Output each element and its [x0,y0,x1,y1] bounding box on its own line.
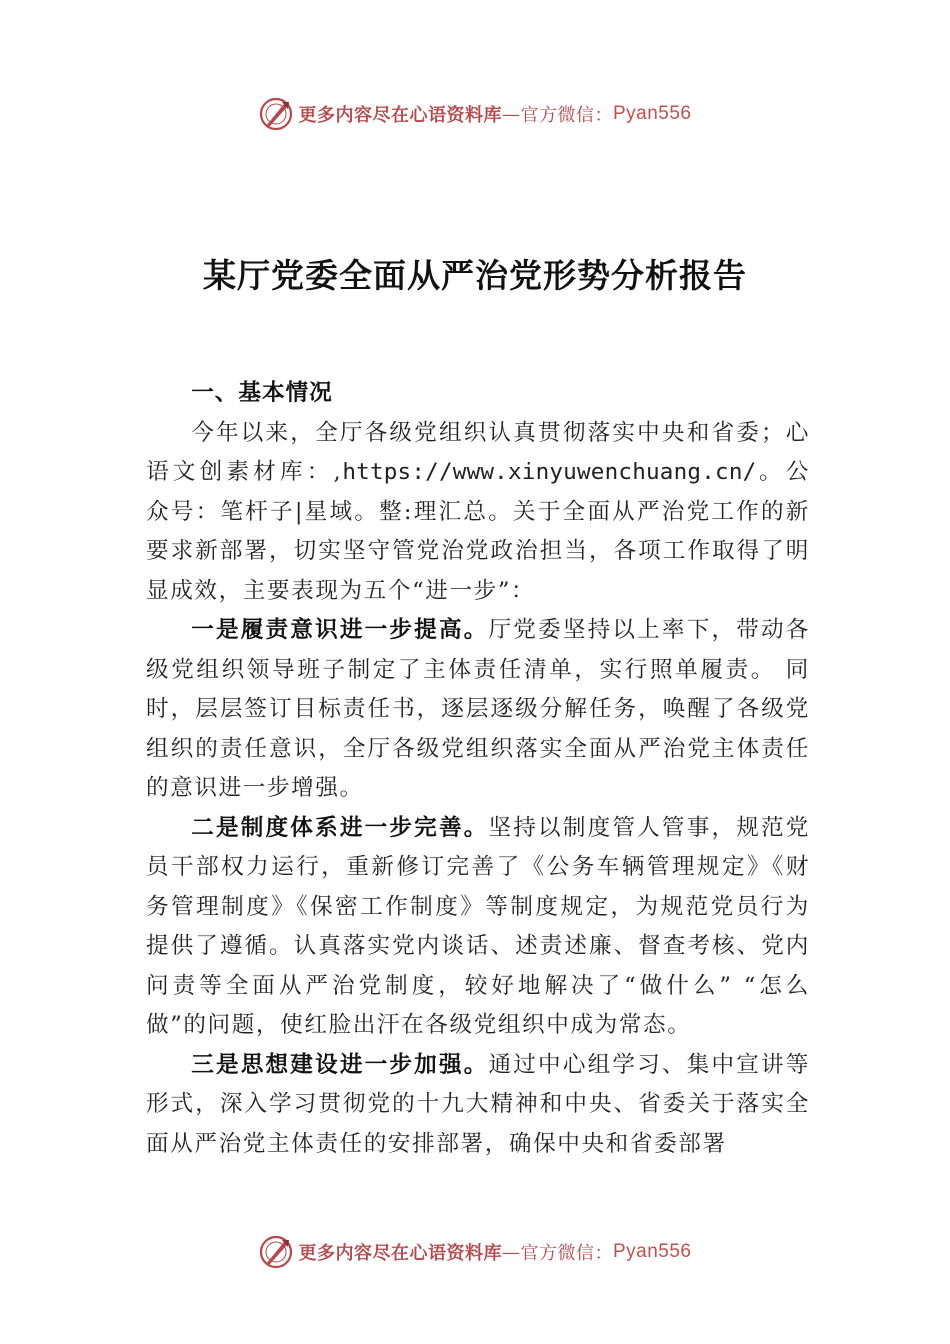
watermark-wechat-id: Pyan556 [612,103,692,124]
watermark-banner-bottom [0,1230,950,1274]
intro-text-before-url: 今年以来，全厅各级党组织认真贯彻落实中央和省委；心语文创素材库：, [146,419,810,485]
watermark-sub-text: 官方微信： [520,1243,613,1264]
watermark-wechat-id: Pyan556 [612,1241,692,1262]
paragraph-point-1 [146,611,810,809]
watermark-separator: — [501,1241,521,1263]
section-heading: 一、基本情况 [191,380,333,406]
point-3-body: 通过中心组学习、集中宣讲等形式，深入学习贯彻党的十九大精神和中央、省委关于落实全面从严治党主体责任的安排部署，确保中央和省委部署 [146,1051,810,1157]
source-url-text: https://www.xinyuwenchuang.cn/ [342,459,757,485]
watermark-sub-text: 官方微信： [520,105,613,126]
quill-logo-icon [258,96,294,132]
point-1-body: 厅党委坚持以上率下，带动各级党组织领导班子制定了主体责任清单，实行照单履责。 同时，层层签订目标责任书，逐层逐级分解任务，唤醒了各级党组织的责任意识，全厅各级党组织落实全面从严治党主体责任的意识进一步增强。 [146,617,810,801]
point-1-lead: 一是履责意识进一步提高。 [191,617,489,643]
quill-logo-icon [258,1234,294,1270]
watermark-main-text: 更多内容尽在心语资料库 [298,1243,502,1264]
paragraph-point-2 [146,809,810,1046]
paragraph-point-3 [146,1046,810,1165]
intro-paragraph [146,414,810,612]
watermark-banner-top [0,92,950,136]
point-3-lead: 三是思想建设进一步加强。 [191,1051,489,1078]
intro-text-after-url: 。公众号：笔杆子|星域。整:理汇总。关于全面从严治党工作的新要求新部署，切实坚守管党治党政治担当，各项工作取得了明显成效，主要表现为五个“进一步”： [146,459,811,604]
watermark-separator: — [501,103,521,125]
point-2-body: 坚持以制度管人管事，规范党员干部权力运行，重新修订完善了《公务车辆管理规定》《财务管理制度》《保密工作制度》等制度规定，为规范党员行为提供了遵循。认真落实党内谈话、述责述廉、督查考核、党内问责等全面从严治党制度，较好地解决了“做什么” “怎么做”的问题，使红脸出汗在各级党组织中成为常态。 [146,814,810,1038]
document-title: 某厅党委全面从严治党形势分析报告 [203,256,747,295]
point-2-lead: 二是制度体系进一步完善。 [191,814,489,841]
document-body [146,374,810,1164]
watermark-main-text: 更多内容尽在心语资料库 [298,105,502,126]
